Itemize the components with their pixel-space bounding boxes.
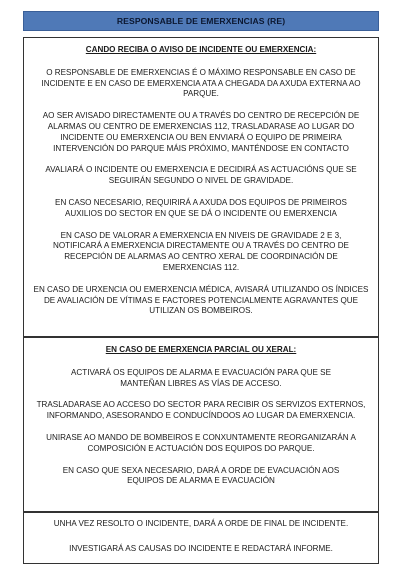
paragraph: EN CASO DE URXENCIA OU EMERXENCIA MÉDICA, AVISARÁ UTILIZANDO OS ÍNDICES DE AVALIACIÓN DE VÍTIMAS E FACTORES POTENCIALMENTE AGRAVANTES QUE UTILIZAN OS BOMBEIROS. — [33, 284, 369, 316]
paragraph: EN CASO DE VALORAR A EMERXENCIA EN NIVEIS DE GRAVIDADE 2 E 3, NOTIFICARÁ A EMERXENCIA DIRECTAMENTE OU A TRAVÉS DO CENTRO DE RECEPCIÓN DE ALARMAS AO CENTRO XERAL DE COORDINACIÓN DE EMERXENCIAS 112. — [53, 230, 349, 272]
paragraph: UNHA VEZ RESOLTO O INCIDENTE, DARÁ A ORDE DE FINAL DE INCIDENTE. — [53, 519, 349, 528]
paragraph: INVESTIGARÁ AS CAUSAS DO INCIDENTE E REDACTARÁ INFORME. — [69, 543, 333, 553]
paragraph: AO SER AVISADO DIRECTAMENTE OU A TRAVÉS DO CENTRO DE RECEPCIÓN DE ALARMAS OU CENTRO DE EMERXENCIAS 112, TRASLADARASE AO LUGAR DO INCIDENTE OU EMERXENCIA OU BEN ENVIARÁ O EQUIPO DE PRIMEIRA INTERVENCIÓN DO PARQUE MÁIS PRÓXIMO, MANTÉNDOSE EN CONTACTO — [42, 111, 360, 153]
document-page — [23, 11, 379, 564]
section-on-alert — [23, 37, 379, 337]
section-heading: EN CASO DE EMERXENCIA PARCIAL OU XERAL: — [105, 345, 297, 354]
paragraph: TRASLADARASE AO ACCESO DO SECTOR PARA RECIBIR OS SERVIZOS EXTERNOS, INFORMANDO, ASESORANDO E CONDUCÍNDOOS AO LUGAR DA EMERXENCIA. — [36, 400, 366, 421]
paragraph: EN CASO NECESARIO, REQUIRIRÁ A AXUDA DOS EQUIPOS DE PRIMEIROS AUXILIOS DO SECTOR EN QUE SE DÁ O INCIDENTE OU EMERXENCIA — [55, 197, 347, 218]
paragraph: AVALIARÁ O INCIDENTE OU EMERXENCIA E DECIDIRÁ AS ACTUACIÓNS QUE SE SEGUIRÁN SEGUNDO O NIVEL DE GRAVIDADE. — [45, 165, 357, 186]
paragraph: EN CASO QUE SEXA NECESARIO, DARÁ A ORDE DE EVACUACIÓN AOS EQUIPOS DE ALARMA E EVACUACIÓN — [62, 465, 340, 486]
section-heading: CANDO RECIBA O AVISO DE INCIDENTE OU EMERXENCIA: — [85, 45, 317, 54]
paragraph: UNIRASE AO MANDO DE BOMBEIROS E CONXUNTAMENTE REORGANIZARÁN A COMPOSICIÓN E ACTUACIÓN DOS EQUIPOS DO PARQUE. — [46, 432, 356, 453]
section-closing — [23, 512, 379, 564]
section-partial-general-emergency — [23, 337, 379, 512]
document-title: RESPONSABLE DE EMERXENCIAS (RE) — [23, 11, 379, 31]
paragraph: O RESPONSABLE DE EMERXENCIAS É O MÁXIMO RESPONSABLE EN CASO DE INCIDENTE E EN CASO DE EMERXENCIA ATA A CHEGADA DA AXUDA EXTERNA AO PARQUE. — [41, 67, 361, 99]
paragraph: ACTIVARÁ OS EQUIPOS DE ALARMA E EVACUACIÓN PARA QUE SE MANTEÑAN LIBRES AS VÍAS DE ACCESO. — [71, 367, 331, 388]
